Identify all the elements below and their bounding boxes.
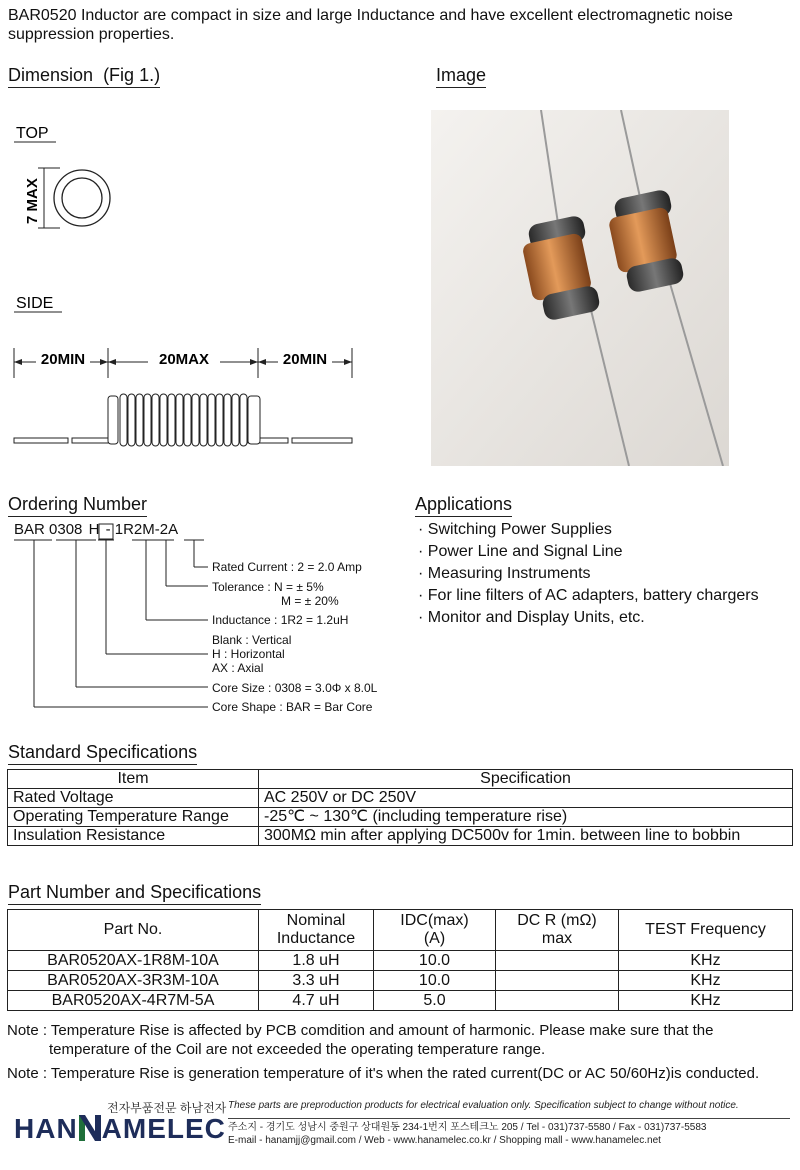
part-inductance: 3.3 uH <box>259 971 374 991</box>
top-label: TOP <box>16 125 49 142</box>
application-item: · Monitor and Display Units, etc. <box>418 609 645 626</box>
ordering-core-shape: Core Shape : BAR = Bar Core <box>212 700 373 714</box>
note-1-line-1: Note : Temperature Rise is affected by PCB comdition and amount of harmonic. Please make sure that the <box>7 1022 714 1039</box>
ordering-axial: AX : Axial <box>212 661 264 675</box>
dimension-drawing <box>8 118 368 458</box>
standard-spec-table <box>7 769 793 846</box>
header-item: Item <box>8 770 259 789</box>
part-number: BAR0520AX-3R3M-10A <box>8 971 259 991</box>
footer-address: 주소지 - 경기도 성남시 중원구 상대원동 234-1번지 포스테크노 205 / Tel - 031)737-5580 / Fax - 031)737-5583 <box>228 1122 707 1133</box>
table-row <box>8 991 793 1011</box>
dimension-fig: (Fig 1.) <box>103 65 161 85</box>
application-item: · For line filters of AC adapters, battery chargers <box>418 587 759 604</box>
standard-heading: Standard Specifications <box>8 741 197 765</box>
company-korean-name: 전자부품전문 하남전자 <box>107 1101 227 1115</box>
table-row <box>8 808 793 827</box>
applications-heading: Applications <box>415 493 512 517</box>
applications-list <box>418 519 759 629</box>
ordering-inductance: Inductance : 1R2 = 1.2uH <box>212 613 349 627</box>
part-number: BAR0520AX-1R8M-10A <box>8 951 259 971</box>
code-inductance: 1R2M <box>114 521 155 538</box>
header-spec: Specification <box>259 770 793 789</box>
table-header-row <box>8 910 793 951</box>
code-rated-current: 2A <box>159 521 179 538</box>
header-idc <box>374 910 496 951</box>
part-inductance: 4.7 uH <box>259 991 374 1011</box>
part-dcr <box>496 971 619 991</box>
application-item: · Measuring Instruments <box>418 565 591 582</box>
header-part-no: Part No. <box>8 910 259 951</box>
product-photo <box>431 110 729 466</box>
ordering-heading: Ordering Number <box>8 493 147 517</box>
header-dcr-l2: max <box>541 930 573 947</box>
lead-left-label: 20MIN <box>40 351 86 368</box>
code-dash-1: - <box>105 521 111 538</box>
logo-part-amelec: AMELEC <box>101 1113 226 1144</box>
ordering-rated: Rated Current : 2 = 2.0 Amp <box>212 560 362 574</box>
code-core-size: 0308 <box>49 521 83 538</box>
dimension-title: Dimension <box>8 65 94 85</box>
part-idc: 5.0 <box>374 991 496 1011</box>
table-header-row <box>8 770 793 789</box>
header-idc-l2: (A) <box>423 930 446 947</box>
image-heading: Image <box>436 64 486 88</box>
top-inner-circle <box>62 178 102 218</box>
lead-right-label: 20MIN <box>282 351 328 368</box>
logo-part-han: HAN <box>14 1113 78 1144</box>
table-row <box>8 951 793 971</box>
footer-contact <box>228 1121 706 1147</box>
logo-n-icon <box>79 1115 101 1141</box>
body-length-label: 20MAX <box>158 351 210 368</box>
ordering-code <box>14 521 178 539</box>
ordering-blank: Blank : Vertical <box>212 633 292 647</box>
application-item: · Power Line and Signal Line <box>418 543 623 560</box>
part-inductance: 1.8 uH <box>259 951 374 971</box>
header-inductance-l2: Inductance <box>276 930 356 947</box>
part-dcr <box>496 991 619 1011</box>
spec-value: 300MΩ min after applying DC500v for 1min. between line to bobbin <box>259 827 793 846</box>
note-1-line-2: temperature of the Coil are not exceeded the operating temperature range. <box>49 1041 546 1058</box>
table-row <box>8 827 793 846</box>
intro-text: BAR0520 Inductor are compact in size and large Inductance and have excellent electromagnetic noise suppression properties. <box>8 7 733 43</box>
ordering-horizontal: H : Horizontal <box>212 647 285 661</box>
ordering-lines <box>8 520 208 720</box>
spec-value: AC 250V or DC 250V <box>259 789 793 808</box>
dimension-heading <box>8 64 160 88</box>
parts-table <box>7 909 793 1011</box>
footer-email-web: E-mail - hanamjj@gmail.com / Web - www.hanamelec.co.kr / Shopping mall - www.hanamelec.net <box>228 1135 661 1146</box>
ordering-tolerance-m: M = ± 20% <box>281 594 339 608</box>
part-idc: 10.0 <box>374 971 496 991</box>
table-row <box>8 971 793 991</box>
max-label: 7 MAX <box>24 178 41 224</box>
note-1 <box>7 1021 797 1059</box>
parts-heading: Part Number and Specifications <box>8 881 261 905</box>
header-inductance-l1: Nominal <box>286 912 346 929</box>
header-dcr-l1: DC R (mΩ) <box>517 912 597 929</box>
application-item: · Switching Power Supplies <box>418 521 612 538</box>
part-dcr <box>496 951 619 971</box>
ordering-core-size: Core Size : 0308 = 3.0Φ x 8.0L <box>212 681 378 695</box>
header-dcr <box>496 910 619 951</box>
company-logo <box>14 1113 226 1145</box>
header-idc-l1: IDC(max) <box>400 912 469 929</box>
part-idc: 10.0 <box>374 951 496 971</box>
part-frequency: KHz <box>619 951 793 971</box>
code-orientation: H <box>88 521 100 538</box>
spec-item: Insulation Resistance <box>8 827 259 846</box>
part-number: BAR0520AX-4R7M-5A <box>8 991 259 1011</box>
spec-item: Operating Temperature Range <box>8 808 259 827</box>
footer-divider <box>228 1118 790 1119</box>
part-frequency: KHz <box>619 971 793 991</box>
side-label: SIDE <box>16 295 54 312</box>
footer-disclaimer: These parts are preproduction products for electrical evaluation only. Specification subject to change without notice. <box>228 1100 739 1111</box>
code-core-shape: BAR <box>14 521 45 538</box>
part-frequency: KHz <box>619 991 793 1011</box>
header-inductance <box>259 910 374 951</box>
ordering-tolerance: Tolerance : N = ± 5% <box>212 580 324 594</box>
code-dash-2: - <box>154 521 160 538</box>
header-test-frequency: TEST Frequency <box>619 910 793 951</box>
spec-item: Rated Voltage <box>8 789 259 808</box>
table-row <box>8 789 793 808</box>
note-2: Note : Temperature Rise is generation temperature of it's when the rated current(DC or AC 50/60Hz)is conducted. <box>7 1065 760 1082</box>
spec-value: -25℃ ~ 130℃ (including temperature rise) <box>259 808 793 827</box>
side-coil <box>108 394 260 446</box>
